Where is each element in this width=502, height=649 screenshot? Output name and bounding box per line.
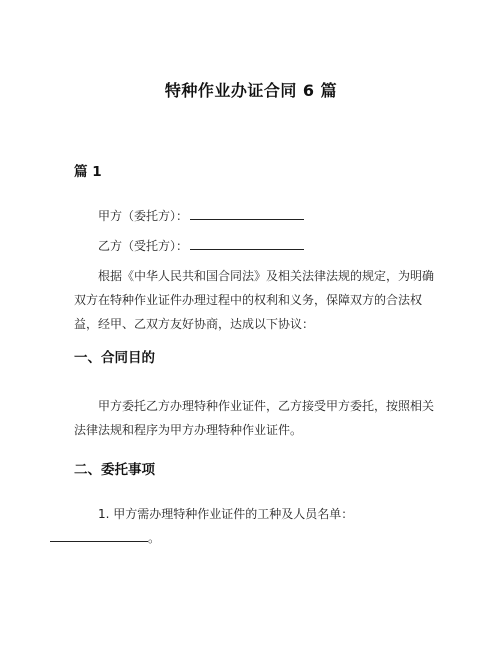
item-1-end: 。 (148, 531, 161, 545)
party-b-line (74, 234, 434, 258)
party-b-blank (190, 239, 304, 250)
part-heading: 篇 1 (74, 164, 102, 180)
section-1-heading: 一、合同目的 (74, 350, 155, 366)
section-1-paragraph: 甲方委托乙方办理特种作业证件，乙方接受甲方委托，按照相关法律法规和程序为甲方办理特种作业证件。 (74, 399, 435, 437)
item-1-blank (50, 531, 148, 542)
section-2-heading: 二、委托事项 (74, 462, 155, 478)
party-a-blank (190, 209, 304, 220)
item-1-paragraph (74, 502, 434, 550)
party-b-label: 乙方（受托方）： (98, 239, 189, 253)
document-title: 特种作业办证合同 6 篇 (164, 81, 338, 100)
party-a-line (74, 204, 434, 228)
intro-paragraph: 根据《中华人民共和国合同法》及相关法律法规的规定，为明确双方在特种作业证件办理过程中的权利和义务，保障双方的合法权益，经甲、乙双方友好协商，达成以下协议： (74, 269, 435, 331)
item-1-text: 1. 甲方需办理特种作业证件的工种及人员名单： (98, 507, 354, 521)
party-a-label: 甲方（委托方）： (98, 209, 189, 223)
